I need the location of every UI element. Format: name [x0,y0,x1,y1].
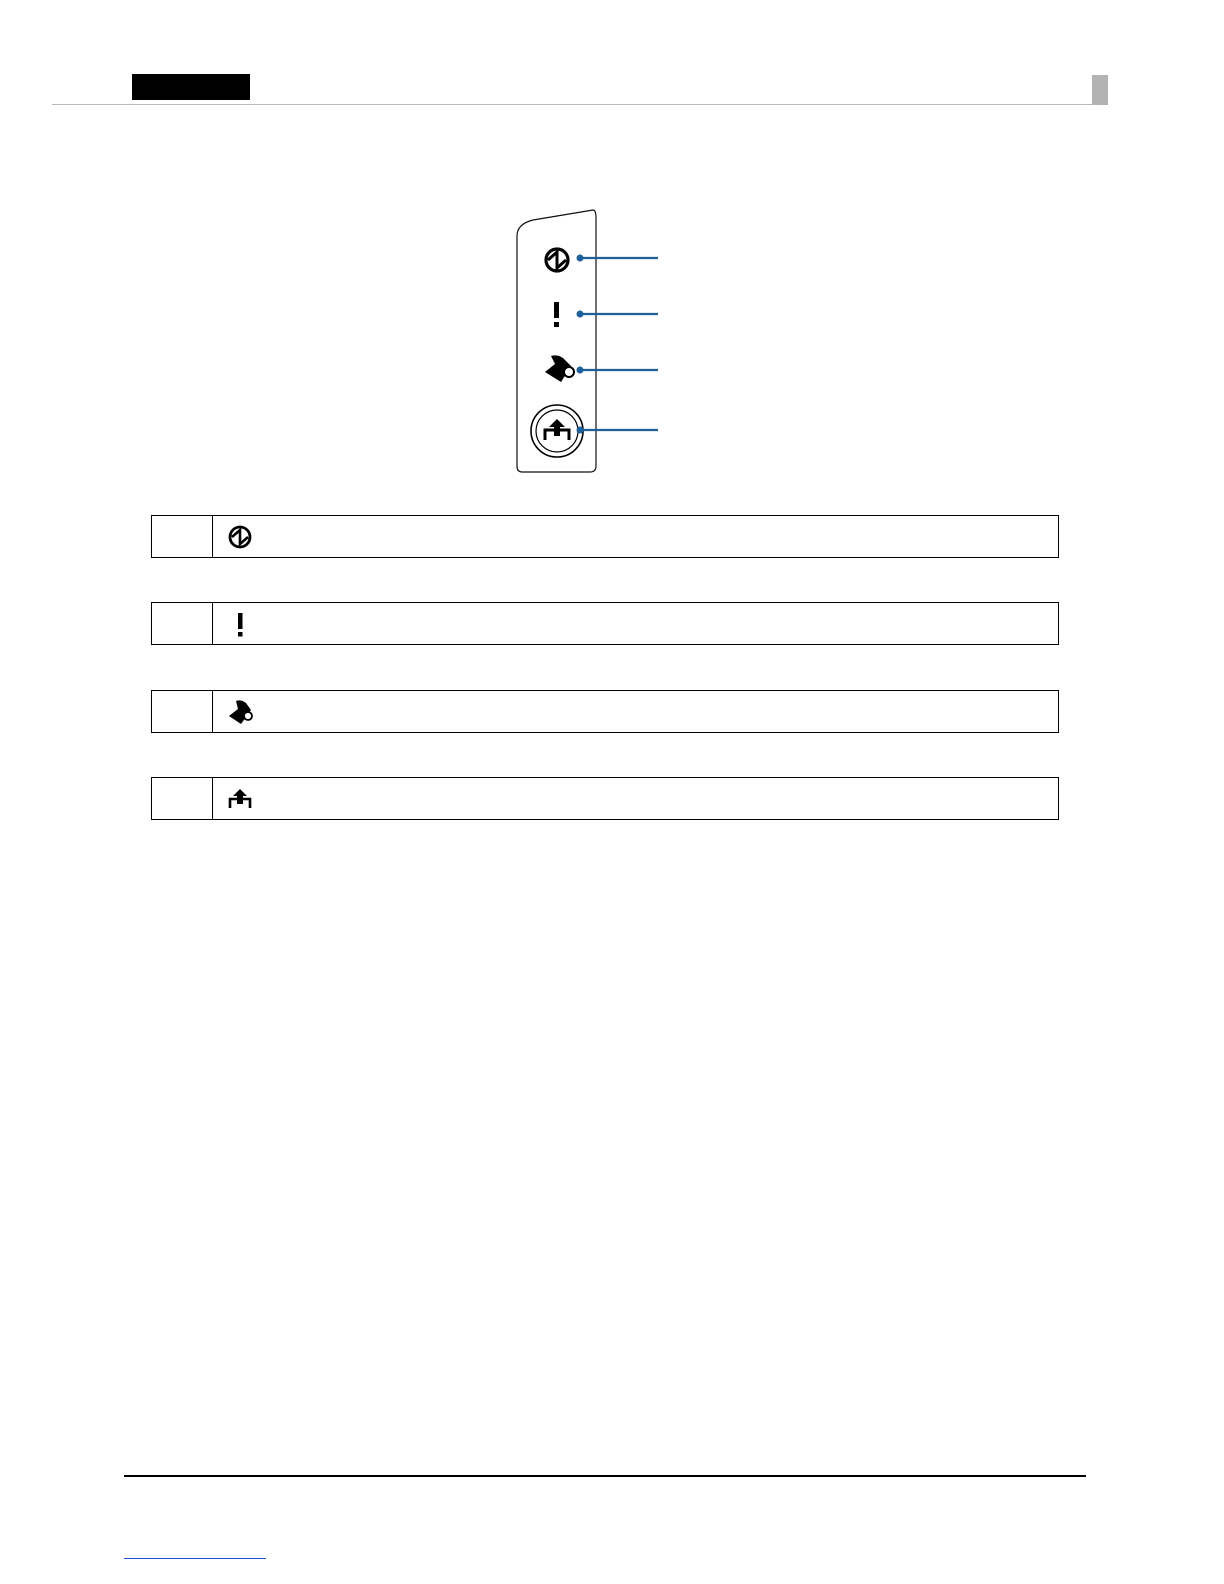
legend-number-cell [152,778,213,819]
error-icon [227,609,253,639]
callout-dot-2 [577,311,584,318]
header-rule [52,104,1108,105]
legend-row-paper-out [151,690,1059,733]
page-thumb-tab [1092,75,1108,105]
callout-dot-1 [577,255,584,262]
paper-out-icon [227,697,253,727]
legend-row-paper-feed [151,777,1059,820]
power-icon [227,522,253,552]
power-icon [546,249,568,271]
legend-number-cell [152,603,213,644]
legend-body-cell [213,778,1058,819]
error-icon [554,302,559,327]
legend-body-cell [213,516,1058,557]
legend-body-cell [213,603,1058,644]
legend-row-error [151,602,1059,645]
footer-rule [124,1475,1086,1477]
control-panel-illustration [505,200,675,485]
control-panel-svg [505,200,675,485]
legend-number-cell [152,516,213,557]
paper-feed-button-icon [531,405,583,457]
legend-row-power [151,515,1059,558]
callout-dot-3 [577,367,584,374]
footer-link[interactable] [124,1558,266,1559]
legend-body-cell [213,691,1058,732]
paper-feed-icon [227,784,253,814]
legend-number-cell [152,691,213,732]
chapter-tab [132,74,250,100]
callout-dot-4 [577,427,584,434]
